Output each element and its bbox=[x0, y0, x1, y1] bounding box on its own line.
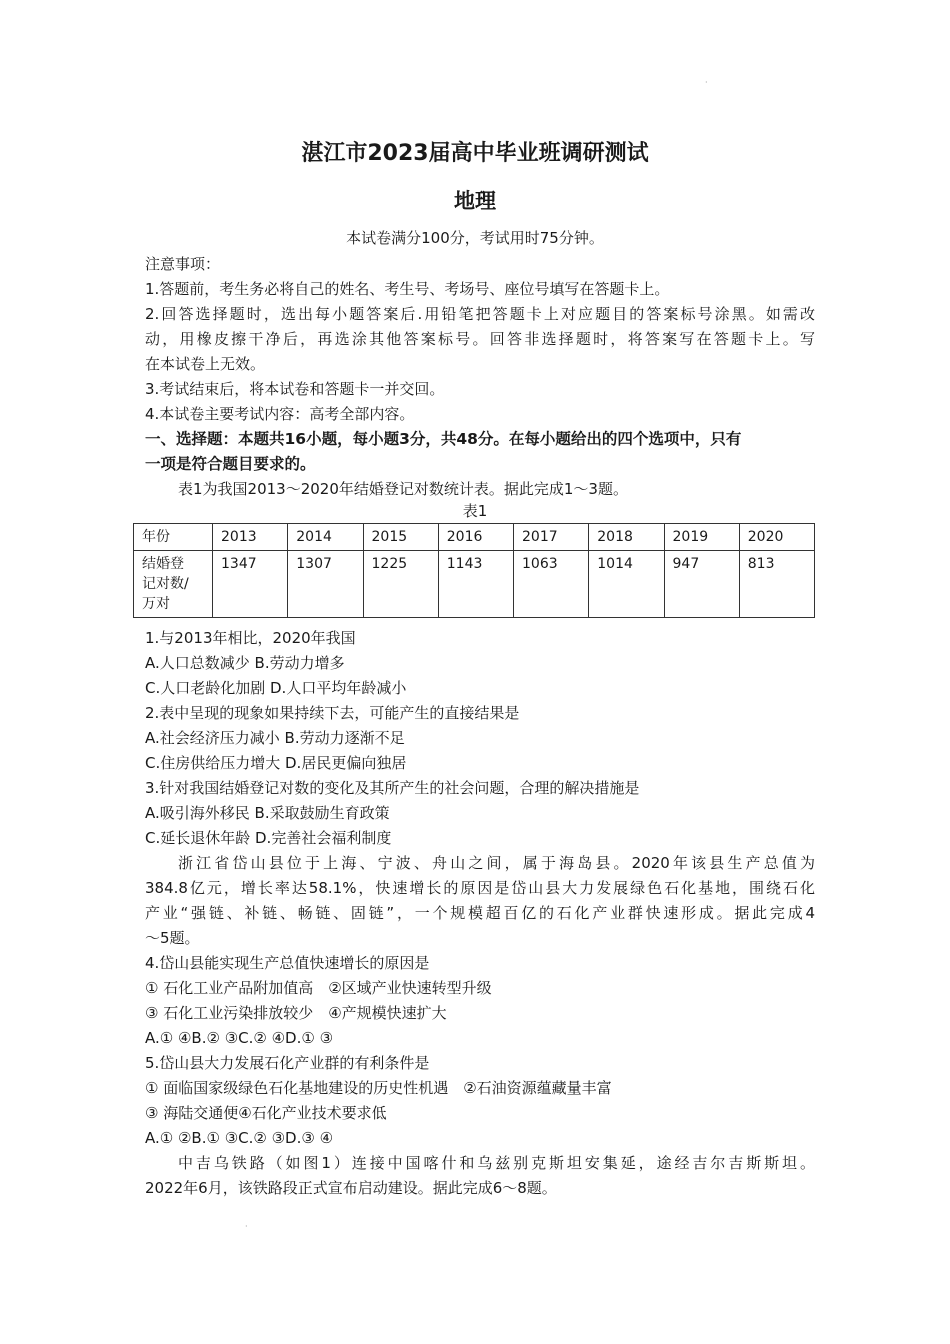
passage-line: ～5题。 bbox=[145, 929, 200, 947]
section-heading: 一、选择题：本题共16小题，每小题3分，共48分。在每小题给出的四个选项中，只有 bbox=[145, 430, 742, 448]
table-row bbox=[134, 551, 815, 618]
question-line: 2.表中呈现的现象如果持续下去，可能产生的直接结果是 bbox=[145, 704, 520, 722]
value-cell: 1063 bbox=[514, 551, 589, 618]
note-item: 2.回答选择题时，选出每小题答案后.用铅笔把答题卡上对应题目的答案标号涂黑。如需改 bbox=[145, 305, 815, 323]
value-cell: 1225 bbox=[363, 551, 438, 618]
exam-info: 本试卷满分100分，考试用时75分钟。 bbox=[346, 229, 604, 247]
row-label-line: 记对数/ bbox=[142, 576, 189, 592]
table-header-row bbox=[134, 524, 815, 551]
row-label-line: 结婚登 bbox=[142, 556, 184, 572]
year-cell: 2019 bbox=[664, 524, 739, 551]
note-item: 在本试卷上无效。 bbox=[145, 355, 266, 373]
question-line: ③ 海陆交通便④石化产业技术要求低 bbox=[145, 1104, 387, 1122]
table-intro: 表1为我国2013～2020年结婚登记对数统计表。据此完成1～3题。 bbox=[178, 480, 628, 498]
marriage-table bbox=[133, 523, 815, 618]
question-line: C.延长退休年龄 D.完善社会福利制度 bbox=[145, 829, 392, 847]
question-line: A.人口总数减少 B.劳动力增多 bbox=[145, 654, 345, 672]
value-cell: 1307 bbox=[288, 551, 363, 618]
question-line: A.吸引海外移民 B.采取鼓励生育政策 bbox=[145, 804, 390, 822]
question-line: C.住房供给压力增大 D.居民更偏向独居 bbox=[145, 754, 407, 772]
passage-line: 产业“强链、补链、畅链、固链”，一个规模超百亿的石化产业群快速形成。据此完成4 bbox=[145, 904, 815, 922]
value-cell: 1014 bbox=[589, 551, 664, 618]
question-line: ③ 石化工业污染排放较少 ④产规模快速扩大 bbox=[145, 1004, 447, 1022]
note-item: 动，用橡皮擦干净后，再选涂其他答案标号。回答非选择题时，将答案写在答题卡上。写 bbox=[145, 330, 815, 348]
year-cell: 2016 bbox=[438, 524, 513, 551]
value-cell: 947 bbox=[664, 551, 739, 618]
passage-line: 浙江省岱山县位于上海、宁波、舟山之间，属于海岛县。2020年该县生产总值为 bbox=[178, 854, 815, 872]
scan-dot: · bbox=[705, 78, 708, 87]
value-cell: 813 bbox=[739, 551, 814, 618]
question-line: A.社会经济压力减小 B.劳动力逐渐不足 bbox=[145, 729, 405, 747]
exam-title: 湛江市2023届高中毕业班调研测试 bbox=[301, 141, 649, 166]
scan-dot: · bbox=[245, 1222, 248, 1231]
question-line: 3.针对我国结婚登记对数的变化及其所产生的社会问题，合理的解决措施是 bbox=[145, 779, 640, 797]
note-item: 4.本试卷主要考试内容：高考全部内容。 bbox=[145, 405, 415, 423]
section-heading: 一项是符合题目要求的。 bbox=[145, 455, 316, 473]
note-item: 3.考试结束后，将本试卷和答题卡一并交回。 bbox=[145, 380, 445, 398]
value-cell: 1347 bbox=[213, 551, 288, 618]
question-line: C.人口老龄化加剧 D.人口平均年龄减小 bbox=[145, 679, 407, 697]
question-line: 5.岱山县大力发展石化产业群的有利条件是 bbox=[145, 1054, 430, 1072]
row-label bbox=[134, 551, 213, 618]
question-line: A.① ②B.① ③C.② ③D.③ ④ bbox=[145, 1129, 334, 1147]
table-caption: 表1 bbox=[462, 502, 488, 520]
question-line: ① 面临国家级绿色石化基地建设的历史性机遇 ②石油资源蕴藏量丰富 bbox=[145, 1079, 612, 1097]
year-cell: 2013 bbox=[213, 524, 288, 551]
subject-title: 地理 bbox=[454, 189, 496, 213]
year-cell: 2018 bbox=[589, 524, 664, 551]
question-line: ① 石化工业产品附加值高 ②区域产业快速转型升级 bbox=[145, 979, 492, 997]
question-line: 1.与2013年相比，2020年我国 bbox=[145, 629, 356, 647]
year-cell: 2014 bbox=[288, 524, 363, 551]
question-line: A.① ④B.② ③C.② ④D.① ③ bbox=[145, 1029, 334, 1047]
passage-line: 中吉乌铁路（如图1）连接中国喀什和乌兹别克斯坦安集延，途经吉尔吉斯斯坦。 bbox=[178, 1154, 815, 1172]
question-line: 4.岱山县能实现生产总值快速增长的原因是 bbox=[145, 954, 430, 972]
passage-line: 2022年6月，该铁路段正式宣布启动建设。据此完成6～8题。 bbox=[145, 1179, 557, 1197]
row-label-line: 万对 bbox=[142, 596, 170, 612]
year-cell: 2020 bbox=[739, 524, 814, 551]
notes-heading: 注意事项： bbox=[145, 255, 221, 273]
value-cell: 1143 bbox=[438, 551, 513, 618]
year-cell: 2017 bbox=[514, 524, 589, 551]
note-item: 1.答题前，考生务必将自己的姓名、考生号、考场号、座位号填写在答题卡上。 bbox=[145, 280, 670, 298]
year-cell: 2015 bbox=[363, 524, 438, 551]
table-header-label: 年份 bbox=[134, 524, 213, 551]
passage-line: 384.8亿元，增长率达58.1%，快速增长的原因是岱山县大力发展绿色石化基地，围绕石化 bbox=[145, 879, 815, 897]
